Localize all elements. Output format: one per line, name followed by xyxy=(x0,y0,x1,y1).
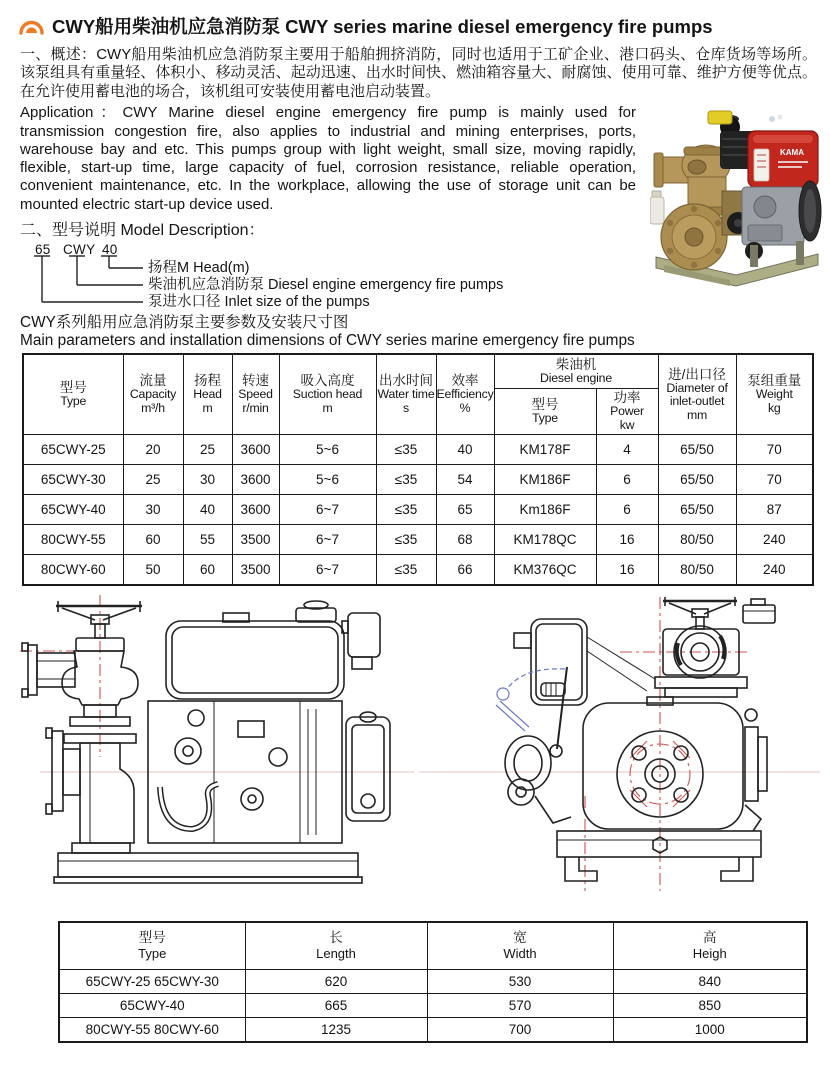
table-cell: 50 xyxy=(123,554,183,585)
table-cell: 5~6 xyxy=(279,434,376,464)
table-cell: 6 xyxy=(596,494,658,524)
table-cell: 66 xyxy=(436,554,494,585)
table-cell: KM186F xyxy=(494,464,596,494)
pump-end-view-drawing xyxy=(415,591,830,913)
table-cell: 65/50 xyxy=(658,434,736,464)
table-cell: ≤35 xyxy=(376,464,436,494)
table-row xyxy=(59,1018,807,1043)
model-code-series: CWY xyxy=(63,242,96,257)
page-title-en: CWY series marine diesel emergency fire pumps xyxy=(285,16,713,37)
pump-side-view-drawing xyxy=(0,591,415,913)
model-code-label-head: 扬程M Head(m) xyxy=(148,260,250,276)
dim-col-width: 宽 Width xyxy=(427,922,613,970)
table-row xyxy=(59,994,807,1018)
col-header-weight: 泵组重量 Weight kg xyxy=(736,354,813,434)
table-cell: 530 xyxy=(427,970,613,994)
table-cell: KM178QC xyxy=(494,524,596,554)
dim-col-length: 长 Length xyxy=(245,922,427,970)
table-row xyxy=(23,494,813,524)
table-cell: 54 xyxy=(436,464,494,494)
table-cell: 65CWY-25 65CWY-30 xyxy=(59,970,245,994)
dim-col-type: 型号 Type xyxy=(59,922,245,970)
table-cell: 240 xyxy=(736,524,813,554)
table-cell: 620 xyxy=(245,970,427,994)
col-header-suction: 吸入高度 Suction head m xyxy=(279,354,376,434)
table-cell: 60 xyxy=(123,524,183,554)
params-section-title-en: Main parameters and installation dimensions of CWY series marine emergency fire pumps xyxy=(20,331,635,349)
table-cell: KM178F xyxy=(494,434,596,464)
page-title-zh: CWY船用柴油机应急消防泵 xyxy=(52,16,281,37)
table-cell: 80CWY-55 xyxy=(23,524,123,554)
table-cell: 25 xyxy=(183,434,232,464)
col-header-capacity: 流量 Capacity m³/h xyxy=(123,354,183,434)
table-row xyxy=(23,434,813,464)
table-row xyxy=(23,464,813,494)
tank-brand-label: KAMA xyxy=(780,148,804,158)
table-cell: 65CWY-40 xyxy=(59,994,245,1018)
model-code-inlet: 65 xyxy=(35,242,51,257)
table-cell: 30 xyxy=(123,494,183,524)
table-cell: 65CWY-30 xyxy=(23,464,123,494)
table-row xyxy=(23,554,813,585)
table-cell: 240 xyxy=(736,554,813,585)
table-cell: 65 xyxy=(436,494,494,524)
model-code-diagram xyxy=(20,242,830,312)
params-section-title xyxy=(20,314,830,349)
table-cell: ≤35 xyxy=(376,434,436,464)
params-section-title-zh: CWY系列船用应急消防泵主要参数及安装尺寸图 xyxy=(20,314,349,331)
page-header xyxy=(0,0,830,39)
main-parameters-table xyxy=(22,353,814,586)
table-cell: 68 xyxy=(436,524,494,554)
table-cell: 3600 xyxy=(232,434,279,464)
table-cell: 6~7 xyxy=(279,524,376,554)
model-code-label-series: 柴油机应急消防泵 Diesel engine emergency fire pumps xyxy=(148,277,504,293)
table-cell: 87 xyxy=(736,494,813,524)
table-cell: 16 xyxy=(596,524,658,554)
col-header-speed: 转速 Speed r/min xyxy=(232,354,279,434)
table-cell: 80CWY-55 80CWY-60 xyxy=(59,1018,245,1043)
table-cell: KM376QC xyxy=(494,554,596,585)
table-cell: Km186F xyxy=(494,494,596,524)
table-cell: 40 xyxy=(436,434,494,464)
table-cell: 80/50 xyxy=(658,554,736,585)
table-cell: 25 xyxy=(123,464,183,494)
brand-arc-icon xyxy=(18,16,45,37)
table-cell: 30 xyxy=(183,464,232,494)
overview-paragraph-zh: 一、概述：CWY船用柴油机应急消防泵主要用于船舶拥挤消防，同时也适用于工矿企业、港口码头、仓库货场等场所。该泵组具有重量轻、体积小、移动灵活、起动迅速、出水时间快、燃油箱容量大、耐腐蚀、使用可靠、维护方便等优点。在允许使用蓄电池的场合，该机组可安装使用蓄电池启动装置。 xyxy=(20,46,817,100)
table-cell: 1235 xyxy=(245,1018,427,1043)
table-cell: 3600 xyxy=(232,494,279,524)
table-cell: 570 xyxy=(427,994,613,1018)
model-code-head: 40 xyxy=(102,242,118,257)
table-cell: 840 xyxy=(613,970,807,994)
table-row xyxy=(23,524,813,554)
table-cell: 850 xyxy=(613,994,807,1018)
col-header-diameter: 进/出口径 Diameter of inlet-outlet mm xyxy=(658,354,736,434)
dim-col-height: 高 Heigh xyxy=(613,922,807,970)
table-cell: 70 xyxy=(736,434,813,464)
table-cell: 80CWY-60 xyxy=(23,554,123,585)
table-cell: 3500 xyxy=(232,554,279,585)
table-cell: 665 xyxy=(245,994,427,1018)
page-title xyxy=(52,13,713,39)
table-cell: 70 xyxy=(736,464,813,494)
table-cell: 1000 xyxy=(613,1018,807,1043)
table-cell: ≤35 xyxy=(376,494,436,524)
table-cell: 20 xyxy=(123,434,183,464)
table-cell: ≤35 xyxy=(376,554,436,585)
table-cell: 5~6 xyxy=(279,464,376,494)
col-header-efficiency: 效率 Eefficiency % xyxy=(436,354,494,434)
col-header-water-time: 出水时间 Water time s xyxy=(376,354,436,434)
col-header-head: 扬程 Head m xyxy=(183,354,232,434)
col-header-type: 型号 Type xyxy=(23,354,123,434)
model-code-label-inlet: 泵进水口径 Inlet size of the pumps xyxy=(148,294,370,310)
col-group-diesel-engine: 柴油机 Diesel engine xyxy=(494,354,658,388)
col-header-diesel-type: 型号 Type xyxy=(494,388,596,434)
table-cell: 65CWY-25 xyxy=(23,434,123,464)
model-description-heading: 二、型号说明 Model Description： xyxy=(20,222,265,239)
table-cell: 60 xyxy=(183,554,232,585)
installation-drawings xyxy=(0,591,830,913)
table-cell: 65/50 xyxy=(658,494,736,524)
table-cell: 6~7 xyxy=(279,554,376,585)
table-cell: 65/50 xyxy=(658,464,736,494)
table-cell: 6~7 xyxy=(279,494,376,524)
table-cell: 40 xyxy=(183,494,232,524)
table-cell: 3600 xyxy=(232,464,279,494)
col-header-diesel-power: 功率 Power kw xyxy=(596,388,658,434)
table-cell: 80/50 xyxy=(658,524,736,554)
table-cell: 55 xyxy=(183,524,232,554)
table-cell: 4 xyxy=(596,434,658,464)
table-cell: 3500 xyxy=(232,524,279,554)
table-cell: 16 xyxy=(596,554,658,585)
dimensions-table xyxy=(58,921,808,1044)
table-cell: 65CWY-40 xyxy=(23,494,123,524)
table-cell: 700 xyxy=(427,1018,613,1043)
table-cell: ≤35 xyxy=(376,524,436,554)
table-cell: 6 xyxy=(596,464,658,494)
table-row xyxy=(59,970,807,994)
overview-paragraph-en: Application：CWY Marine diesel engine emergency fire pump is mainly used for transmission congestion fire, also applies to industrial and mining enterprises, ports, warehouse bay and etc. This pumps group with light weight, small size, moving rapidly, flexible, start-up time, large capacity of fuel, corrosion resistance, reliable operation, convenient maintenance, etc. In the workplace, allowing the use of storage unit can be mounted electric start-up device used. xyxy=(20,104,636,213)
